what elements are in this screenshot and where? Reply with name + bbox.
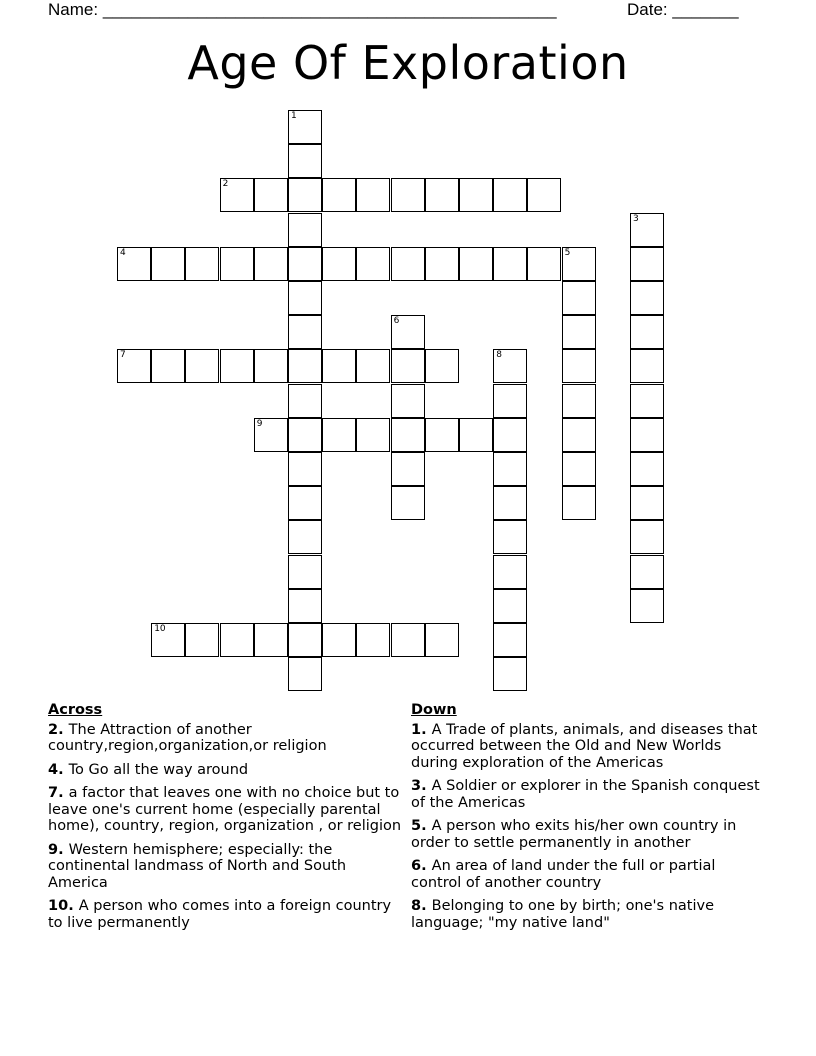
crossword-cell[interactable]	[185, 349, 219, 383]
clue-text: A person who exits his/her own country in order to settle permanently in another	[411, 818, 737, 851]
crossword-cell[interactable]	[425, 623, 459, 657]
clue-number: 8	[496, 350, 502, 361]
crossword-cell[interactable]	[562, 247, 596, 281]
across-heading: Across	[48, 702, 103, 718]
down-clue	[411, 818, 761, 851]
crossword-cell[interactable]	[151, 247, 185, 281]
crossword-cell[interactable]	[322, 247, 356, 281]
crossword-cell[interactable]	[391, 315, 425, 349]
clue-num: 4	[48, 761, 59, 778]
down-clue	[411, 778, 761, 811]
clue-num-dot: .	[421, 898, 432, 914]
crossword-cell[interactable]	[288, 589, 322, 623]
clue-text: a factor that leaves one with no choice but to leave one's current home (especially parental home), country, region, organization , or religion	[48, 785, 402, 834]
clue-number: 1	[291, 111, 297, 121]
down-clues	[411, 702, 761, 938]
clue-num-dot: .	[58, 841, 69, 858]
crossword-cell[interactable]	[288, 247, 322, 281]
crossword-cell[interactable]	[322, 623, 356, 657]
crossword-cell[interactable]	[630, 213, 664, 247]
crossword-cell[interactable]	[391, 178, 425, 212]
crossword-cell[interactable]	[562, 384, 596, 418]
crossword-cell[interactable]	[151, 623, 185, 657]
crossword-cell[interactable]	[288, 657, 322, 691]
crossword-cell[interactable]	[425, 247, 459, 281]
crossword-cell[interactable]	[425, 418, 459, 452]
down-clue	[411, 722, 761, 772]
down-clue	[411, 898, 761, 931]
clue-num-dot: .	[58, 761, 69, 778]
crossword-cell[interactable]	[288, 486, 322, 520]
crossword-cell[interactable]	[493, 452, 527, 486]
across-clues	[48, 702, 408, 938]
clue-num-dot: .	[58, 785, 69, 801]
name-line: ________________________________________________	[102, 0, 557, 19]
crossword-cell[interactable]	[562, 349, 596, 383]
crossword-cell[interactable]	[117, 349, 151, 383]
clue-num-dot: .	[421, 858, 432, 874]
crossword-cell[interactable]	[459, 247, 493, 281]
crossword-cell[interactable]	[391, 452, 425, 486]
crossword-cell[interactable]	[391, 623, 425, 657]
crossword-cell[interactable]	[288, 623, 322, 657]
crossword-cell[interactable]	[288, 315, 322, 349]
crossword-cell[interactable]	[562, 418, 596, 452]
crossword-cell[interactable]	[630, 486, 664, 520]
clue-number: 10	[154, 624, 166, 634]
crossword-cell[interactable]	[630, 520, 664, 554]
down-clue	[411, 858, 761, 891]
crossword-cell[interactable]	[288, 384, 322, 418]
crossword-cell[interactable]	[493, 623, 527, 657]
across-clue-list	[48, 722, 408, 932]
clue-num-dot: .	[68, 898, 79, 914]
clue-num: 2	[48, 721, 59, 738]
crossword-cell[interactable]	[493, 349, 527, 383]
crossword-cell[interactable]	[527, 178, 561, 212]
crossword-cell[interactable]	[493, 486, 527, 520]
down-heading: Down	[411, 702, 457, 718]
crossword-cell[interactable]	[356, 349, 390, 383]
clue-text: To Go all the way around	[68, 761, 249, 778]
crossword-cell[interactable]	[493, 178, 527, 212]
crossword-cell[interactable]	[391, 247, 425, 281]
crossword-cell[interactable]	[391, 418, 425, 452]
clue-text: A Soldier or explorer in the Spanish conquest of the Americas	[411, 778, 760, 811]
crossword-cell[interactable]	[493, 657, 527, 691]
crossword-cell[interactable]	[322, 178, 356, 212]
clue-number: 9	[256, 418, 263, 429]
crossword-cell[interactable]	[630, 247, 664, 281]
crossword-cell[interactable]	[630, 452, 664, 486]
crossword-cell[interactable]	[527, 247, 561, 281]
crossword-cell[interactable]	[288, 110, 322, 144]
crossword-cell[interactable]	[493, 418, 527, 452]
crossword-cell[interactable]	[185, 623, 219, 657]
clue-number: 4	[120, 247, 126, 258]
crossword-cell[interactable]	[254, 349, 288, 383]
crossword-cell[interactable]	[220, 623, 254, 657]
crossword-cell[interactable]	[425, 178, 459, 212]
crossword-cell[interactable]	[322, 418, 356, 452]
across-clue	[48, 842, 408, 892]
clue-num: 9	[48, 841, 59, 858]
clue-number: 5	[564, 247, 571, 258]
clue-text: Belonging to one by birth; one's native language; "my native land"	[411, 898, 714, 931]
crossword-cell[interactable]	[185, 247, 219, 281]
across-clue	[48, 762, 408, 779]
date-line: _______	[672, 0, 739, 19]
crossword-cell[interactable]	[391, 384, 425, 418]
crossword-cell[interactable]	[630, 589, 664, 623]
crossword-cell[interactable]	[356, 623, 390, 657]
clue-num-dot: .	[58, 721, 69, 738]
clue-text: An area of land under the full or partial control of another country	[411, 858, 716, 891]
clue-number: 2	[222, 179, 229, 190]
crossword-cell[interactable]	[220, 247, 254, 281]
crossword-cell[interactable]	[356, 247, 390, 281]
clue-text: The Attraction of another country,region,organization,or religion	[48, 721, 327, 754]
crossword-cell[interactable]	[288, 349, 322, 383]
clue-num: 3	[411, 778, 422, 794]
crossword-cell[interactable]	[288, 452, 322, 486]
crossword-cell[interactable]	[288, 555, 322, 589]
crossword-cell[interactable]	[288, 281, 322, 315]
clue-num-dot: .	[421, 818, 432, 834]
crossword-cell[interactable]	[630, 384, 664, 418]
crossword-cell[interactable]	[254, 623, 288, 657]
crossword-cell[interactable]	[630, 418, 664, 452]
crossword-cell[interactable]	[459, 178, 493, 212]
clue-number: 3	[633, 213, 639, 224]
crossword-cell[interactable]	[493, 520, 527, 554]
crossword-cell[interactable]	[322, 349, 356, 383]
crossword-cell[interactable]	[630, 555, 664, 589]
crossword-cell[interactable]	[630, 315, 664, 349]
crossword-cell[interactable]	[562, 281, 596, 315]
page-title: Age Of Exploration	[187, 36, 629, 90]
crossword-cell[interactable]	[459, 418, 493, 452]
name-label: Name:	[48, 0, 99, 19]
crossword-cell[interactable]	[288, 213, 322, 247]
down-clue-list	[411, 722, 761, 932]
clue-num: 10	[48, 898, 69, 914]
clue-text: Western hemisphere; especially: the continental landmass of North and South America	[48, 841, 347, 891]
clue-num-dot: .	[421, 778, 432, 794]
clue-num: 1	[411, 721, 422, 738]
across-clue	[48, 898, 408, 931]
crossword-cell[interactable]	[391, 486, 425, 520]
crossword-cell[interactable]	[356, 178, 390, 212]
clue-text: A Trade of plants, animals, and diseases that occurred between the Old and New Worlds during exploration of the Americas	[411, 721, 758, 771]
crossword-cell[interactable]	[493, 555, 527, 589]
crossword-cell[interactable]	[630, 281, 664, 315]
crossword-cell[interactable]	[288, 418, 322, 452]
crossword-cell[interactable]	[493, 384, 527, 418]
crossword-cell[interactable]	[254, 247, 288, 281]
crossword-cell[interactable]	[425, 349, 459, 383]
crossword-cell[interactable]	[288, 178, 322, 212]
clue-number: 6	[393, 316, 400, 327]
crossword-cell[interactable]	[562, 486, 596, 520]
crossword-cell[interactable]	[493, 589, 527, 623]
clue-num-dot: .	[421, 721, 432, 738]
crossword-cell[interactable]	[288, 144, 322, 178]
clue-num: 5	[411, 818, 422, 834]
crossword-cell[interactable]	[630, 349, 664, 383]
crossword-cell[interactable]	[493, 247, 527, 281]
crossword-cell[interactable]	[562, 315, 596, 349]
clue-text: A person who comes into a foreign country to live permanently	[48, 898, 392, 931]
crossword-cell[interactable]	[151, 349, 185, 383]
across-clue	[48, 785, 408, 835]
crossword-cell[interactable]	[254, 418, 288, 452]
crossword-cell[interactable]	[391, 349, 425, 383]
crossword-cell[interactable]	[288, 520, 322, 554]
crossword-cell[interactable]	[220, 178, 254, 212]
crossword-cell[interactable]	[254, 178, 288, 212]
crossword-cell[interactable]	[562, 452, 596, 486]
clue-number: 7	[120, 350, 126, 361]
date-label: Date:	[627, 0, 668, 19]
across-clue	[48, 722, 408, 755]
clue-num: 7	[48, 785, 59, 801]
crossword-cell[interactable]	[117, 247, 151, 281]
clue-num: 6	[411, 858, 422, 874]
clue-num: 8	[411, 898, 422, 914]
crossword-cell[interactable]	[356, 418, 390, 452]
crossword-cell[interactable]	[220, 349, 254, 383]
